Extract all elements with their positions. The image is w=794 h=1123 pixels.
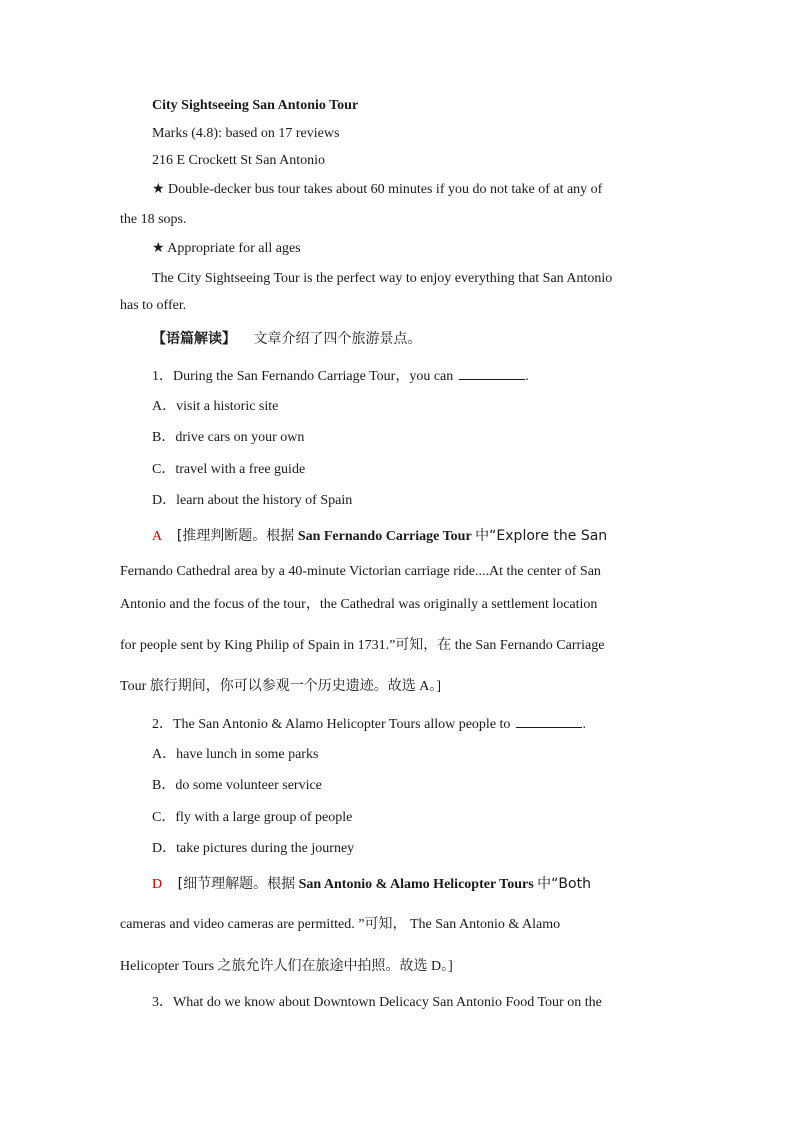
question-1-answer: A bbox=[152, 529, 162, 544]
reading-interpretation bbox=[152, 329, 673, 350]
question-2-option-c: C．fly with a large group of people bbox=[152, 810, 353, 825]
answer-blank bbox=[516, 714, 582, 728]
question-2-answer: D bbox=[152, 877, 163, 892]
question-1-option-b: B．drive cars on your own bbox=[152, 430, 305, 445]
reading-text: 文章介绍了四个旅游景点。 bbox=[253, 331, 422, 347]
question-1-stem: 1．During the San Fernando Carriage Tour，you can . bbox=[152, 366, 673, 387]
tour-feature-2: ★ Appropriate for all ages bbox=[152, 241, 301, 256]
question-1-explanation-line-2: Fernando Cathedral area by a 40-minute Victorian carriage ride....At the center of San bbox=[120, 564, 601, 579]
tour-description-cont: has to offer. bbox=[120, 298, 187, 313]
question-1-text: 1．During the San Fernando Carriage Tour，you can bbox=[152, 369, 454, 384]
tour-address: 216 E Crockett St San Antonio bbox=[152, 153, 326, 168]
tour-feature-1: ★ Double-decker bus tour takes about 60 minutes if you do not take of at any of bbox=[152, 182, 603, 197]
question-1-option-d: D．learn about the history of Spain bbox=[152, 493, 353, 508]
question-2-option-d: D．take pictures during the journey bbox=[152, 841, 355, 856]
question-1-explanation-line-3: Antonio and the focus of the tour，the Cathedral was originally a settlement location bbox=[120, 597, 598, 612]
question-1-option-c: C．travel with a free guide bbox=[152, 462, 306, 477]
tour-title: City Sightseeing San Antonio Tour bbox=[152, 98, 359, 113]
question-2-option-b: B．do some volunteer service bbox=[152, 778, 322, 793]
question-1-explanation-line-4: for people sent by King Philip of Spain in 1731.”可知，在 the San Fernando Carriage bbox=[120, 638, 605, 653]
question-1-explanation-line-5: Tour 旅行期间，你可以参观一个历史遗迹。故选 A。] bbox=[120, 679, 442, 694]
question-1-explanation-line-1: A [推理判断题。根据 San Fernando Carriage Tour 中“Explore the San bbox=[152, 528, 608, 544]
question-2-text: 2．The San Antonio & Alamo Helicopter Tours allow people to bbox=[152, 717, 511, 732]
question-3-stem: 3．What do we know about Downtown Delicacy San Antonio Food Tour on the bbox=[152, 995, 602, 1010]
question-2-option-a: A．have lunch in some parks bbox=[152, 747, 319, 762]
question-2-explanation-line-2: cameras and video cameras are permitted. ”可知， The San Antonio & Alamo bbox=[120, 917, 561, 932]
tour-marks: Marks (4.8): based on 17 reviews bbox=[152, 126, 340, 141]
question-2-explanation-line-3: Helicopter Tours 之旅允许人们在旅途中拍照。故选 D。] bbox=[120, 959, 453, 974]
question-2-stem: 2．The San Antonio & Alamo Helicopter Tours allow people to . bbox=[152, 714, 673, 735]
tour-description: The City Sightseeing Tour is the perfect way to enjoy everything that San Antonio bbox=[152, 271, 613, 286]
reading-label: 【语篇解读】 bbox=[152, 331, 236, 347]
question-1-option-a: A．visit a historic site bbox=[152, 399, 279, 414]
answer-blank bbox=[459, 366, 525, 380]
question-2-explanation-line-1: D [细节理解题。根据 San Antonio & Alamo Helicopter Tours 中“Both bbox=[152, 876, 591, 892]
tour-feature-1-cont: the 18 sops. bbox=[120, 212, 187, 227]
